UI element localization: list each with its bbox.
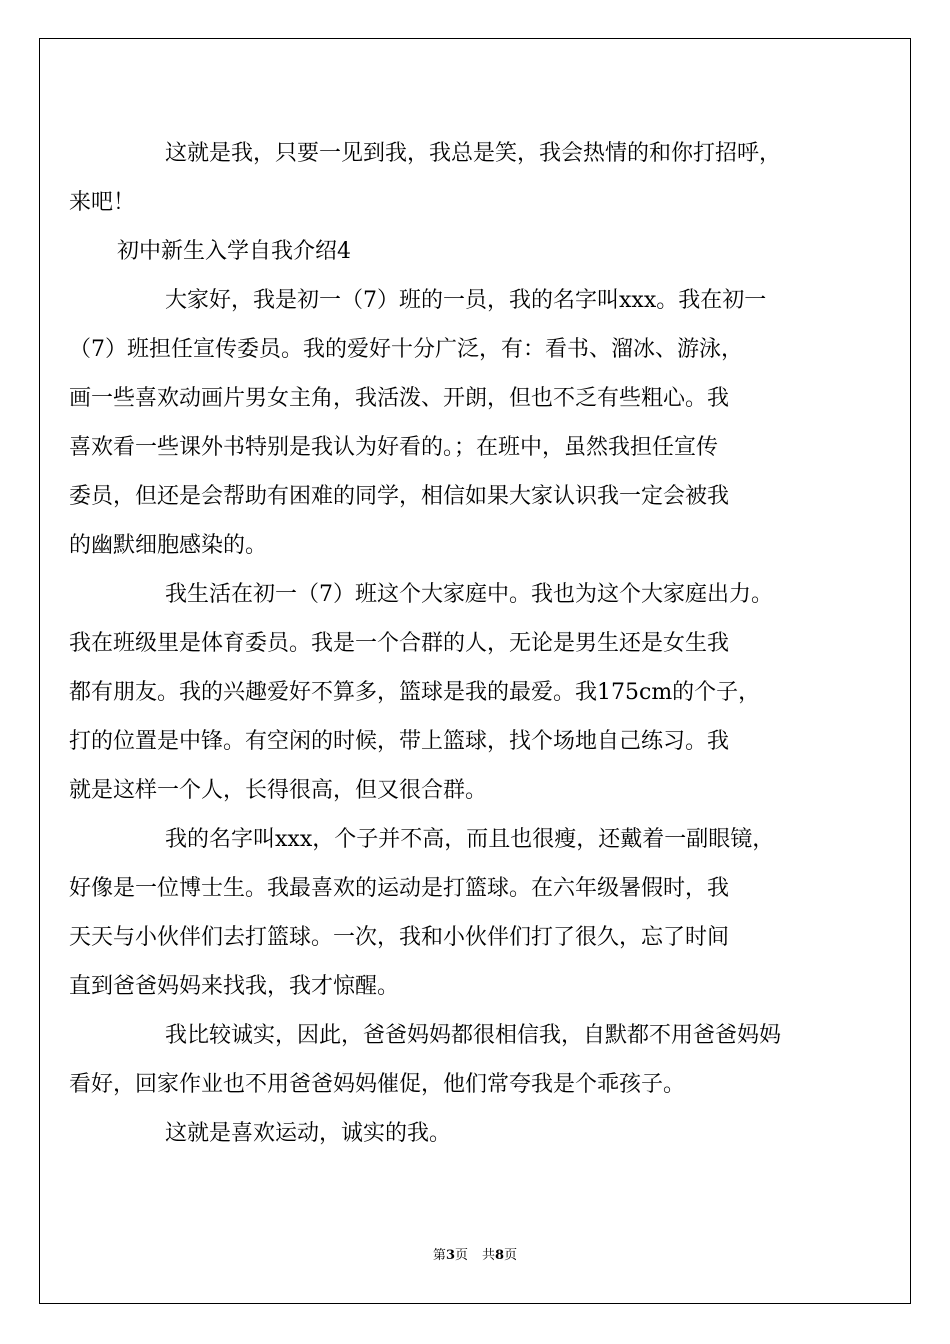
paragraph (117, 1109, 857, 1158)
text-line: 我生活在初一（7）班这个大家庭中。我也为这个大家庭出力。 (165, 582, 773, 607)
paragraph (69, 815, 857, 1011)
text-line: 好像是一位博士生。我最喜欢的运动是打篮球。在六年级暑假时，我 (69, 876, 730, 901)
text-line: 我的名字叫xxx，个子并不高，而且也很瘦，还戴着一副眼镜， (165, 827, 775, 852)
text-line: 我在班级里是体育委员。我是一个合群的人，无论是男生还是女生我 (69, 631, 730, 656)
paragraph (69, 276, 857, 570)
total-suffix: 页 (504, 1248, 518, 1263)
text-line: 天天与小伙伴们去打篮球。一次，我和小伙伴们打了很久，忘了时间 (69, 925, 730, 950)
page-total: 8 (495, 1248, 505, 1263)
text-line: 打的位置是中锋。有空闲的时候，带上篮球，找个场地自己练习。我 (69, 729, 730, 754)
page-suffix: 页 (454, 1248, 468, 1263)
page-current: 3 (445, 1248, 455, 1263)
document-body (69, 129, 857, 1158)
text-line: 这就是我，只要一见到我，我总是笑，我会热情的和你打招呼， (165, 141, 782, 166)
text-line: 直到爸爸妈妈来找我，我才惊醒。 (69, 974, 400, 999)
text-line: 就是这样一个人，长得很高，但又很合群。 (69, 778, 488, 803)
page-footer (0, 1248, 950, 1264)
page-prefix: 第 (432, 1248, 446, 1263)
section-heading: 初中新生入学自我介绍4 (117, 239, 351, 264)
text-line: 我比较诚实，因此，爸爸妈妈都很相信我，自默都不用爸爸妈妈 (165, 1023, 782, 1048)
text-line: 大家好，我是初一（7）班的一员，我的名字叫xxx。我在初一 (165, 288, 767, 313)
text-line: 的幽默细胞感染的。 (69, 533, 268, 558)
total-prefix: 共 (482, 1248, 496, 1263)
text-line: 来吧！ (69, 190, 136, 215)
text-line: 喜欢看一些课外书特别是我认为好看的。；在班中，虽然我担任宣传 (69, 435, 719, 460)
paragraph (69, 570, 857, 815)
text-line: 委员，但还是会帮助有困难的同学，相信如果大家认识我一定会被我 (69, 484, 730, 509)
text-line: （7）班担任宣传委员。我的爱好十分广泛，有：看书、溜冰、游泳， (69, 337, 743, 362)
text-line: 看好，回家作业也不用爸爸妈妈催促，他们常夸我是个乖孩子。 (69, 1072, 686, 1097)
paragraph (69, 129, 857, 227)
text-line: 都有朋友。我的兴趣爱好不算多，篮球是我的最爱。我175cm的个子， (69, 680, 761, 705)
text-line: 这就是喜欢运动，诚实的我。 (165, 1121, 452, 1146)
paragraph (69, 1011, 857, 1109)
text-line: 画一些喜欢动画片男女主角，我活泼、开朗，但也不乏有些粗心。我 (69, 386, 730, 411)
